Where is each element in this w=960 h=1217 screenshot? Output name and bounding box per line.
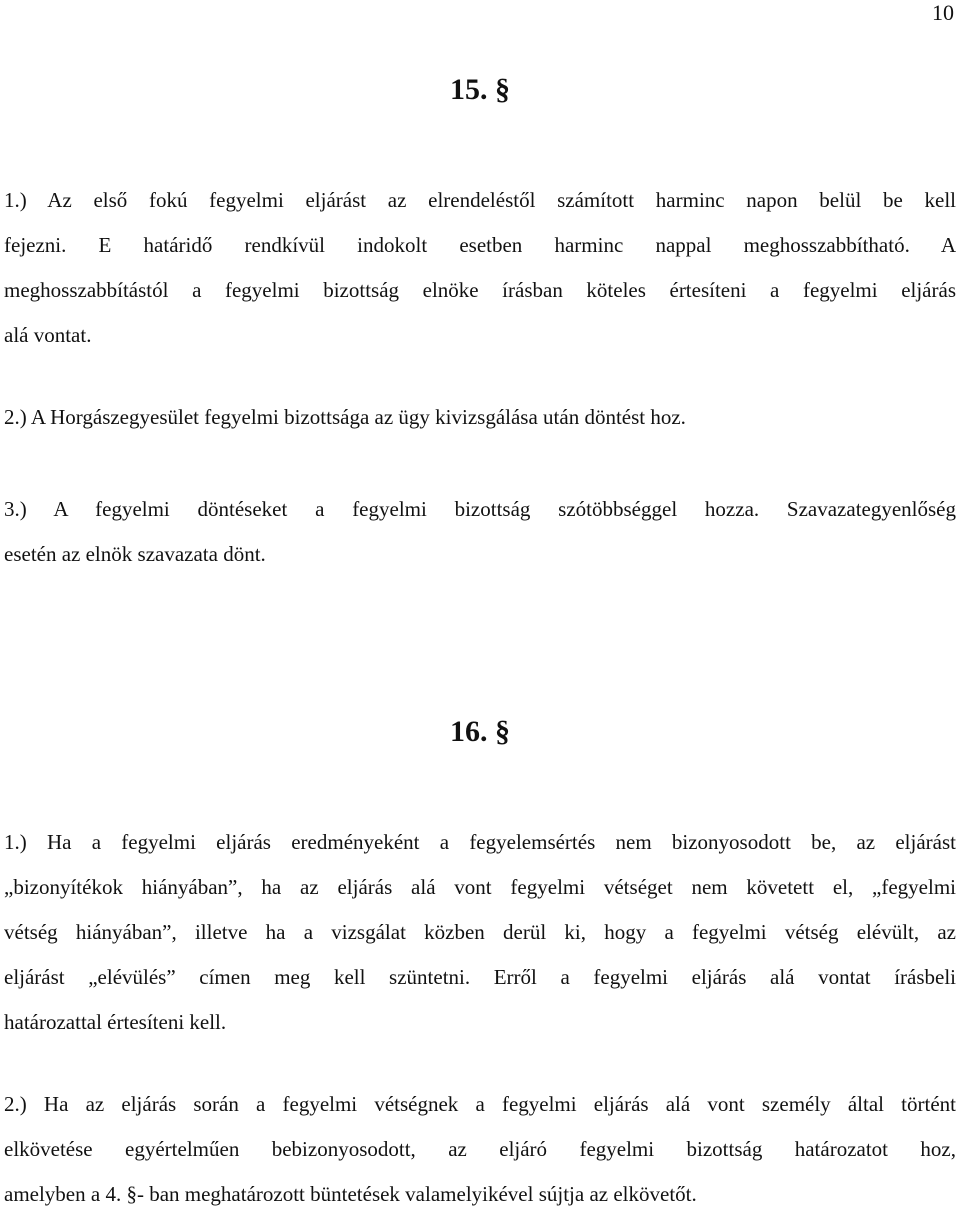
text-line: 1.) Az első fokú fegyelmi eljárást az elrendeléstől számított harminc napon belül be kell xyxy=(4,188,956,212)
paragraph-15-1 xyxy=(4,178,956,358)
paragraph-15-2 xyxy=(4,395,956,440)
page-number: 10 xyxy=(932,0,954,25)
text-line: amelyben a 4. §- ban meghatározott büntetések valamelyikével sújtja az elkövetőt. xyxy=(4,1182,697,1206)
text-line: „bizonyítékok hiányában”, ha az eljárás alá vont fegyelmi vétséget nem követett el, „fegyelmi xyxy=(4,875,956,899)
text-line: vétség hiányában”, illetve ha a vizsgálat közben derül ki, hogy a fegyelmi vétség elévült, az xyxy=(4,920,956,944)
paragraph-16-1 xyxy=(4,820,956,1045)
paragraph-15-3 xyxy=(4,487,956,577)
text-line: elkövetése egyértelműen bebizonyosodott, az eljáró fegyelmi bizottság határozatot hoz, xyxy=(4,1137,956,1161)
text-line: 3.) A fegyelmi döntéseket a fegyelmi bizottság szótöbbséggel hozza. Szavazategyenlőség xyxy=(4,497,956,521)
text-line: esetén az elnök szavazata dönt. xyxy=(4,542,266,566)
text-line: meghosszabbítástól a fegyelmi bizottság elnöke írásban köteles értesíteni a fegyelmi eljárás xyxy=(4,278,956,302)
section-title-16: 16. § xyxy=(450,715,510,748)
text-line: 2.) Ha az eljárás során a fegyelmi vétségnek a fegyelmi eljárás alá vont személy által történt xyxy=(4,1092,956,1116)
paragraph-16-2 xyxy=(4,1082,956,1217)
text-line: 2.) A Horgászegyesület fegyelmi bizottsága az ügy kivizsgálása után döntést hoz. xyxy=(4,405,686,429)
text-line: fejezni. E határidő rendkívül indokolt esetben harminc nappal meghosszabbítható. A xyxy=(4,233,956,257)
text-line: eljárást „elévülés” címen meg kell szüntetni. Erről a fegyelmi eljárás alá vontat írásbeli xyxy=(4,965,956,989)
text-line: határozattal értesíteni kell. xyxy=(4,1010,227,1034)
text-line: alá vontat. xyxy=(4,323,92,347)
section-title-15: 15. § xyxy=(450,73,510,106)
text-line: 1.) Ha a fegyelmi eljárás eredményeként a fegyelemsértés nem bizonyosodott be, az eljárást xyxy=(4,830,956,854)
